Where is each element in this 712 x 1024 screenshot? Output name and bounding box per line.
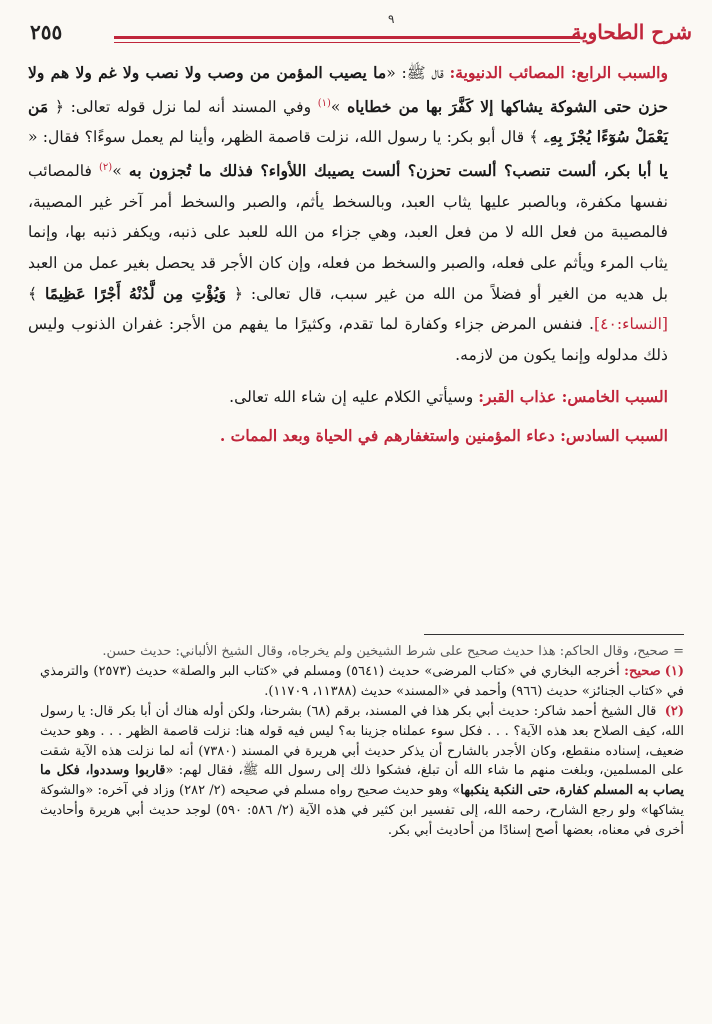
cause-6-paragraph: السبب السادس: دعاء المؤمنين واستغفارهم في الحياة وبعد الممات .	[219, 425, 668, 445]
footnote-separator	[424, 634, 684, 635]
footnote-continuation: = صحيح، وقال الحاكم: هذا حديث صحيح على شرط الشيخين ولم يخرجاه، وقال الشيخ الألباني: حديث حسن.	[102, 644, 684, 659]
footnote-2-number: (٢)	[664, 703, 685, 719]
cause-5-text: وسيأتي الكلام عليه إن شاء الله تعالى.	[229, 388, 479, 407]
book-title: شرح الطحاوية	[571, 20, 692, 44]
cause-4-text-h: . فنفس المرض جزاء وكفارة لما تقدم، وكثيرًا ما يفهم من الأجر: غفران الذنوب وليس ذلك مدلوله وإنما يكون من لازمه.	[28, 315, 668, 364]
header-rule	[114, 36, 580, 43]
verse-1: مَن يَعْمَلْ سُوٓءًا يُجْزَ بِهِۦ	[28, 96, 668, 147]
footnote-ref-1[interactable]: (١)	[317, 97, 331, 109]
verse-2: وَيُؤْتِ مِن لَّدُنْهُ أَجْرًا عَظِيمًا	[44, 283, 227, 303]
footnote-1	[40, 662, 684, 702]
footnotes	[40, 642, 684, 841]
footnote-1-text: أخرجه البخاري في «كتاب المرضى» حديث (٥٦٤١) ومسلم في «كتاب البر والصلة» حديث (٢٥٧٣) والترمذي في «كتاب الجنائز» حديث (٩٦٦) وأحمد في «المسند» حديث (١١٣٨٨، ١١٧٠٩).	[40, 663, 684, 699]
cause-4-heading: والسبب الرابع: المصائب الدنيوية:	[449, 63, 669, 82]
footnote-2-text-a: قال الشيخ أحمد شاكر: حديث أبي بكر هذا في المسند، برقم (٦٨) بشرحنا، ولكن أوله هناك أن أبا بكر قال: يا رسول الله، كيف الصلاح بعد هذه الآية؟ . . . فكل سوء عملناه جزينا به؟ ليس فيه قوله هنا: نزلت قاصمة الظهر . . . وهو حديث ضعيف، إسناده منقطع، وكان الأجدر بالشارح أن يذكر حديث أبي هريرة في المسند (٧٣٨٠) أنه لما نزلت هذه الآية شقت على المسلمين، وبلغت منهم ما شاء الله أن تبلغ، فشكوا ذلك إلى رسول الله ﷺ، فقال لهم: «	[40, 703, 684, 779]
cause-4-text-c: وفي المسند أنه لما نزل قوله تعالى: ﴿	[48, 97, 318, 116]
footnote-2	[40, 702, 684, 841]
main-text	[28, 58, 668, 452]
page-number: ٢٥٥	[30, 20, 63, 44]
cause-5-heading: السبب الخامس: عذاب القبر:	[478, 387, 668, 407]
hadith-1: ما يصيب المؤمن من وصب ولا نصب ولا غم ولا هم ولا حزن حتى الشوكة يشاكها إلا كَفَّرَ بها من خطاياه	[28, 63, 668, 116]
verse-2-reference: [النساء:٤٠]	[594, 315, 668, 334]
header-mark: ٩	[388, 12, 395, 26]
cause-4-paragraph	[28, 58, 668, 370]
hadith-2: يا أبا بكر، ألست تنصب؟ ألست تحزن؟ ألست يصيبك اللأواء؟ فذلك ما تُجزون به	[128, 161, 668, 181]
cause-4-text-f: فالمصائب نفسها مكفرة، وبالصبر عليها يثاب العبد، وبالسخط يأثم، والصبر والسخط أمر آخر غير المصيبة، فالمصيبة من فعل الله لا من فعل العبد، وهي جزاء من الله للعبد على ذنبه، ويكفر ذنبه بها، وإنما يثاب المرء ويأثم على فعله، والصبر والسخط من فعله، وإن كان الأجر قد يحصل بغير عمل من العبد بل هديه من الغير أو فضلاً من الله من غير سبب، قال تعالى: ﴿	[28, 162, 668, 303]
footnote-2-hadith: قاربوا وسددوا، فكل ما يصاب به المسلم كفارة، حتى النكبة ينكبها	[40, 763, 684, 799]
cause-4-text-d: ﴾ قال أبو بكر: يا رسول الله، نزلت قاصمة الظهر، وأينا لم يعمل سوءًا؟ فقال: «	[28, 128, 544, 147]
footnote-2-text-b: » وهو حديث صحيح رواه مسلم في صحيحه (٢/ ٢٨٢) وزاد في آخره: «والشوكة يشاكها» ولو رجع الشارح، رحمه الله، إلى تفسير ابن كثير في هذه الآية (٢/ ٥٨٦: ٥٩٠) لوجد حديث أبي هريرة وأحاديث أخرى في معناه، بعضها أصح إسنادًا من أحاديث أبي بكر.	[40, 783, 684, 839]
cause-4-text-g: ﴾	[28, 284, 45, 303]
footnote-ref-2[interactable]: (٢)	[99, 161, 113, 173]
cause-5-paragraph	[28, 382, 668, 413]
cause-4-text-e: »	[112, 162, 129, 181]
footnote-1-number: (١)	[664, 663, 684, 679]
cause-4-text-a: قال ﷺ: «	[386, 64, 450, 82]
footnote-1-label: صحيح:	[624, 663, 661, 679]
cause-4-text-b: »	[330, 97, 348, 116]
page-header	[30, 10, 692, 46]
